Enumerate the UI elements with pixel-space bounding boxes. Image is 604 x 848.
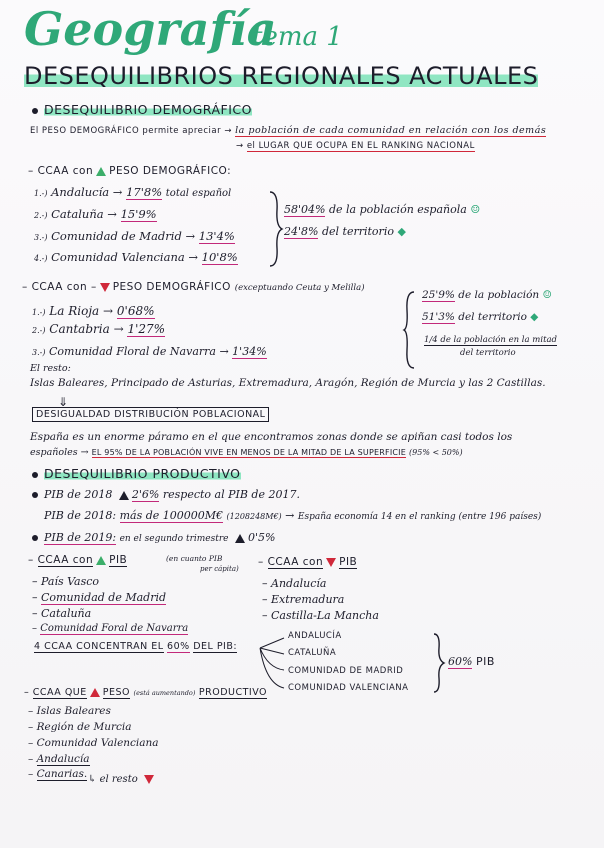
heading-text: DESEQUILIBRIO PRODUCTIVO (44, 466, 241, 481)
mas-item-4: 4.-) Comunidad Valenciana → 10'8% (34, 250, 238, 264)
item-name: Canarias. (36, 768, 88, 780)
desigualdad-line-2: españoles → EL 95% DE LA POBLACIÓN VIVE EN MENOS DE LA MITAD DE LA SUPERFICIE (95% < 50%) (30, 447, 463, 458)
bullet-icon (32, 472, 38, 478)
page-subtitle (24, 64, 538, 88)
menos-item-1: 1.-) La Rioja → 0'68% (32, 304, 155, 318)
menos-total-b (422, 312, 538, 323)
concentran-item: CATALUÑA (288, 648, 337, 658)
tema-label: tema 1 (252, 22, 343, 52)
intro-text-b: la población de cada comunidad en relación con los demás (235, 125, 547, 136)
pib-text-a: PIB de 2018 (44, 488, 113, 501)
label-b: PIB (109, 554, 128, 566)
total-text: de la población (458, 289, 540, 301)
menos-note-a (424, 336, 557, 345)
arrow-up-icon (90, 688, 100, 697)
menos-note-b (460, 349, 516, 358)
item-name: Andalucía (51, 185, 110, 199)
item-number: 3.-) (34, 233, 48, 242)
resto-arrow-line: ↳ el resto (88, 775, 157, 785)
item-value: 13'4% (198, 229, 235, 243)
item-number: 1.-) (32, 308, 46, 317)
intro-line-1 (30, 126, 546, 136)
item-name: Extremadura (271, 593, 345, 606)
total-value: 25'9% (422, 289, 455, 301)
note-text-b: del territorio (460, 348, 516, 358)
pib-text-b: más de 100000M€ (119, 509, 224, 522)
arrow-down-small-icon: ⇓ (58, 395, 69, 409)
heading-text: DESEQUILIBRIO DEMOGRÁFICO (44, 102, 252, 117)
concentran-item: ANDALUCÍA (288, 631, 342, 641)
pib-menos-item: – Extremadura (262, 593, 345, 606)
total-text: del territorio (458, 311, 527, 323)
item-name: La Rioja (49, 304, 100, 318)
item-name: Comunidad de Madrid (41, 591, 167, 604)
resto-label: El resto: (30, 363, 71, 374)
arrow-up-icon (96, 556, 106, 565)
menos-item-3: 3.-) Comunidad Floral de Navarra → 1'34% (32, 345, 267, 358)
note-text-a: 1/4 de la población en la mitad (424, 335, 557, 345)
item-name: Cataluña (41, 607, 92, 620)
map-icon: ◆ (530, 311, 539, 323)
label-b: PESO (102, 687, 131, 698)
label-b: PIB (339, 556, 358, 568)
label-b: PESO DEMOGRÁFICO: (109, 165, 232, 177)
pib-mas-note-a: (en cuanto PIB (166, 554, 223, 563)
pib-mas-note-b: per cápita) (200, 565, 239, 573)
pib-line-3 (32, 532, 275, 544)
label-c: (está aumentando) (133, 689, 196, 697)
arrow-down-icon (326, 558, 336, 567)
concentran-text-b: 60% (167, 641, 190, 652)
section-heading-productivo (32, 468, 241, 481)
people-icon: ☺ (542, 289, 552, 301)
pib-text-d: España economía 14 en el ranking (entre 196 países) (297, 512, 542, 522)
item-name: Comunidad de Madrid (51, 229, 182, 243)
item-value: 1'27% (127, 322, 166, 336)
pib-line-2: PIB de 2018: más de 100000M€ (1208248M€) → España economía 14 en el ranking (entre 196 países) (44, 509, 542, 522)
total-value: 24'8% (284, 225, 319, 238)
peso-item: – Región de Murcia (28, 721, 132, 733)
bullet-icon (32, 108, 38, 114)
arrow-up-icon (119, 491, 129, 500)
arrow-down-icon (144, 775, 154, 784)
pib-text-a: PIB de 2018: (44, 509, 117, 522)
arrow-up-icon (96, 167, 106, 176)
item-name: Cantabria (49, 322, 110, 336)
desig-text-b: españoles (30, 447, 78, 458)
mas-total-a (284, 204, 480, 215)
item-number: 4.-) (34, 254, 48, 263)
arrow-down-icon (100, 283, 110, 292)
label-a: CCAA con (37, 554, 94, 566)
mas-item-2: 2.-) Cataluña → 15'9% (34, 207, 157, 221)
mas-total-b (284, 226, 406, 237)
pib-menos-label: – CCAA con PIB (258, 556, 358, 568)
mas-item-1: 1.-) Andalucía → 17'8% total español (34, 185, 232, 199)
desigualdad-line-1 (30, 432, 512, 443)
pib-mas-label: – CCAA con PIB (28, 554, 128, 566)
total-text: del territorio (321, 225, 394, 238)
peso-item: – Canarias. (28, 768, 88, 780)
resto-text: el resto (99, 774, 138, 785)
resto-text: Islas Baleares, Principado de Asturias, Extremadura, Aragón, Región de Murcia y las 2 Castillas. (30, 377, 546, 389)
desig-text-c: EL 95% DE LA POBLACIÓN VIVE EN MENOS DE LA MITAD DE LA SUPERFICIE (91, 448, 406, 457)
pib-mas-item: – Comunidad de Madrid (32, 591, 167, 604)
total-value: 60% (448, 655, 473, 668)
mas-peso-label: – CCAA con PESO DEMOGRÁFICO: (28, 165, 232, 177)
arrow-up-icon (235, 534, 245, 543)
item-value: 15'9% (120, 207, 157, 221)
pib-text-b: en el segundo trimestre (119, 534, 229, 544)
peso-productivo-label: – CCAA QUE PESO (está aumentando) PRODUCTIVO (24, 687, 268, 698)
item-name: Comunidad Valenciana (51, 250, 185, 264)
desig-text-d: (95% < 50%) (409, 448, 463, 457)
pib-text-c: 0'5% (248, 531, 276, 544)
bullet-icon (32, 492, 38, 498)
label-b: PESO DEMOGRÁFICO (112, 281, 231, 293)
pib-menos-item: – Castilla-La Mancha (262, 609, 379, 622)
total-value: 51'3% (422, 311, 455, 323)
pib-mas-item: – Cataluña (32, 607, 92, 620)
item-value: 10'8% (201, 250, 238, 264)
peso-item: – Islas Baleares (28, 705, 111, 717)
pib-text-b: 2'6% (131, 488, 160, 501)
menos-peso-label: – CCAA con – PESO DEMOGRÁFICO (exceptuando Ceuta y Melilla) (22, 281, 365, 293)
item-name: Andalucía (271, 577, 327, 590)
item-value: 0'68% (116, 304, 155, 318)
concentran-line (34, 642, 237, 652)
intro-line-2 (236, 142, 475, 151)
label-a: CCAA con (267, 556, 324, 568)
label-d: PRODUCTIVO (198, 687, 268, 698)
mas-item-3: 3.-) Comunidad de Madrid → 13'4% (34, 229, 235, 243)
item-value: 17'8% (126, 185, 163, 199)
menos-item-2: 2.-) Cantabria → 1'27% (32, 322, 166, 336)
page-title: Geografía (24, 2, 277, 56)
bullet-icon (32, 535, 38, 541)
item-name: Comunidad Valenciana (36, 737, 159, 749)
item-name: Comunidad Floral de Navarra (48, 345, 216, 358)
intro-text-c: el LUGAR QUE OCUPA EN EL RANKING NACIONAL (246, 141, 475, 151)
label-a: CCAA con (37, 165, 94, 177)
pib-mas-item: – País Vasco (32, 575, 100, 588)
item-name: Andalucía (36, 753, 90, 765)
total-text: PIB (475, 655, 495, 668)
brace-mas (268, 190, 282, 268)
heading-text: DESIGUALDAD DISTRIBUCIÓN POBLACIONAL (32, 407, 269, 422)
concentran-text-a: 4 CCAA CONCENTRAN EL (34, 641, 164, 652)
pib-text-c: respecto al PIB de 2017. (162, 488, 300, 501)
item-number: 1.-) (34, 189, 48, 198)
item-number: 2.-) (32, 326, 46, 335)
arrow-right-icon: → (236, 141, 247, 151)
item-name: Comunidad Foral de Navarra (40, 623, 189, 634)
item-number: 2.-) (34, 211, 48, 220)
brace-menos (404, 290, 416, 370)
arrow-right-icon: → (224, 126, 236, 136)
pib-text-c: (1208248M€) (226, 512, 282, 521)
pib-mas-item: – Comunidad Foral de Navarra (32, 623, 189, 634)
label-a: CCAA QUE (32, 687, 87, 698)
subtitle-text: DESEQUILIBRIOS REGIONALES ACTUALES (24, 62, 539, 90)
people-icon: ☺ (470, 203, 481, 216)
item-name: Cataluña (51, 207, 104, 221)
total-text: de la población española (328, 203, 467, 216)
item-name: Castilla-La Mancha (271, 609, 379, 622)
total-value: 58'04% (284, 203, 326, 216)
desigualdad-heading (32, 410, 269, 420)
concentran-arrows (258, 634, 288, 694)
peso-item: – Andalucía (28, 753, 90, 765)
item-value: 1'34% (232, 345, 267, 358)
item-number: 3.-) (32, 348, 46, 357)
concentran-item: COMUNIDAD DE MADRID (288, 666, 404, 676)
label-a: CCAA con (31, 281, 88, 293)
brace-concentran (432, 632, 444, 694)
section-heading-demografico (32, 104, 252, 117)
item-name: Región de Murcia (36, 721, 132, 733)
item-name: Islas Baleares (36, 705, 111, 717)
label-c: (exceptuando Ceuta y Melilla) (234, 283, 365, 293)
map-icon: ◆ (397, 225, 406, 238)
pib-text-a: PIB de 2019: (44, 531, 117, 544)
concentran-total (448, 656, 495, 667)
item-name: País Vasco (41, 575, 100, 588)
item-extra: total español (165, 188, 232, 199)
menos-total-a (422, 290, 552, 301)
desig-text-a: España es un enorme páramo en el que encontramos zonas donde se apiñan casi todos los (30, 431, 513, 443)
pib-line-1 (32, 489, 300, 500)
peso-item: – Comunidad Valenciana (28, 737, 159, 749)
concentran-text-c: DEL PIB: (193, 641, 238, 652)
pib-menos-item: – Andalucía (262, 577, 327, 590)
concentran-item: COMUNIDAD VALENCIANA (288, 683, 409, 693)
intro-text-a: El PESO DEMOGRÁFICO permite apreciar (30, 126, 222, 136)
